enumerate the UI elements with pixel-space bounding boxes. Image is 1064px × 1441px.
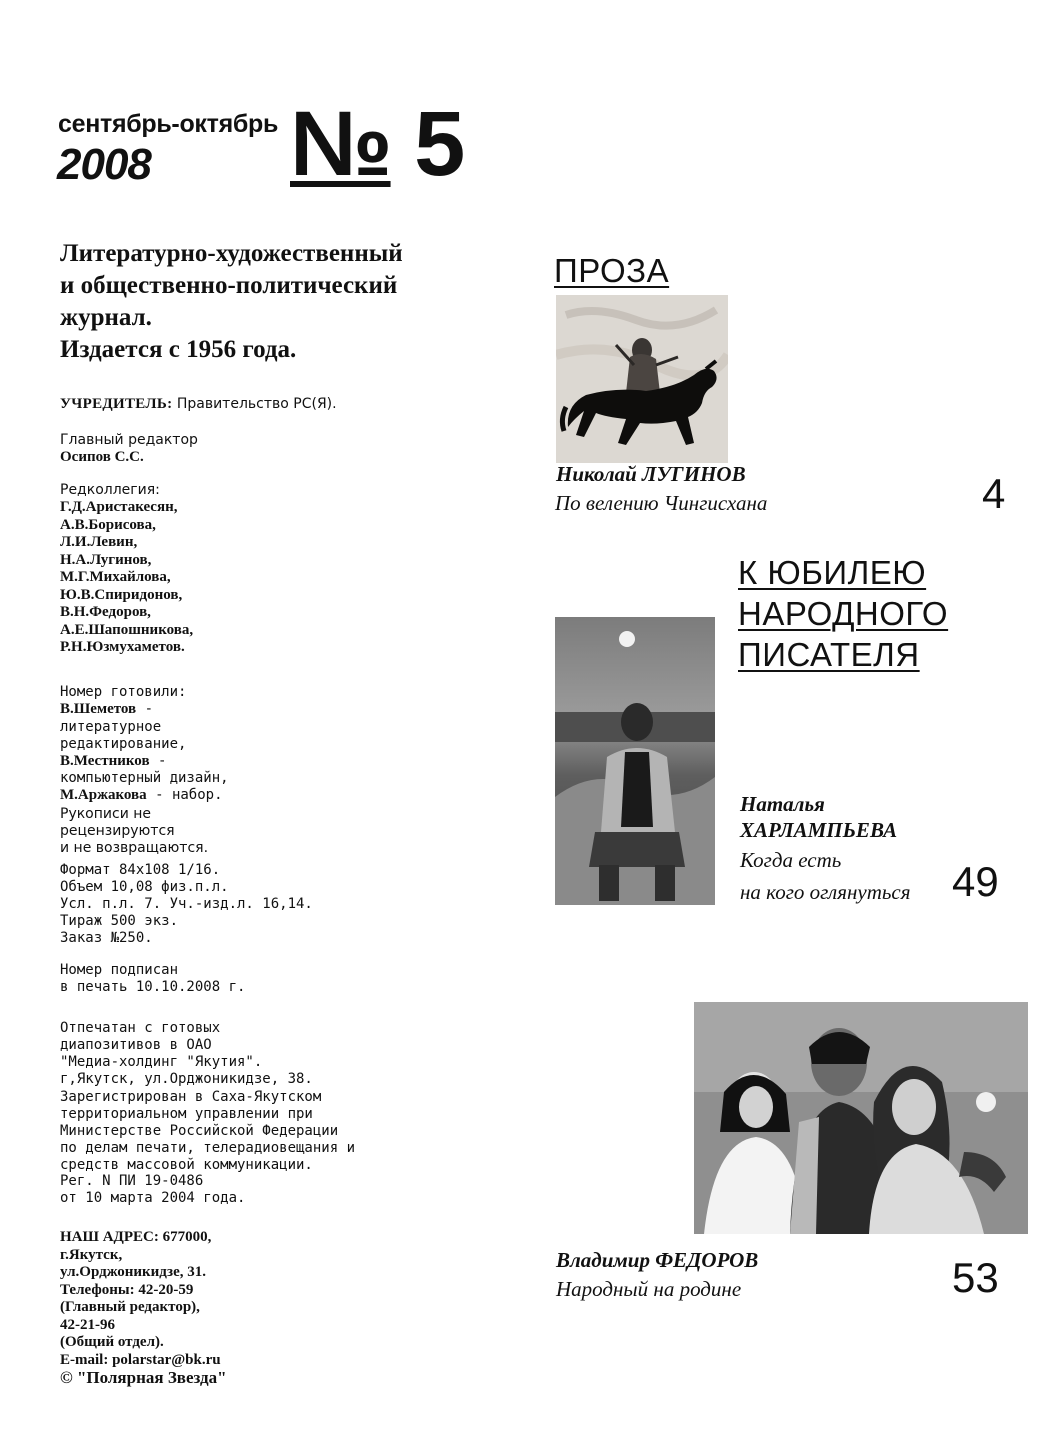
prepared-role: литературное: [60, 718, 162, 735]
jubilee-heading-line: НАРОДНОГО: [738, 595, 949, 632]
founder-value: Правительство РС(Я).: [176, 396, 337, 412]
print-format: [60, 862, 313, 947]
editorial-address: [60, 1229, 227, 1387]
signed-line: Номер подписан: [60, 962, 179, 978]
registered-line: территориальном управлении при: [60, 1106, 313, 1122]
signed-line: в печать 10.10.2008 г.: [60, 979, 246, 995]
prepared-role: набор.: [171, 787, 223, 803]
reg-line: Рег. N ПИ 19-0486: [60, 1173, 204, 1189]
article-title: По велению Чингисхана: [555, 491, 768, 515]
chief-editor-name: Осипов С.С.: [60, 449, 144, 465]
section-heading-prose: ПРОЗА: [554, 252, 670, 289]
address-line: г.Якутск,: [60, 1246, 123, 1263]
issue-number-value: 5: [414, 93, 464, 195]
format-line: Тираж 500 экз.: [60, 913, 179, 929]
board-member: Г.Д.Аристакесян,: [60, 499, 178, 515]
printed-line: г,Якутск, ул.Орджоникидзе, 38.: [60, 1071, 313, 1087]
board-member: Ю.В.Спиридонов,: [60, 586, 183, 603]
manuscripts-line: рецензируются: [60, 823, 175, 839]
editorial-board-label: Редколлегия:: [60, 482, 160, 498]
address-line: 42-21-96: [60, 1316, 115, 1333]
tagline-line: Издается с 1956 года.: [60, 336, 297, 363]
chief-editor-label: Главный редактор: [60, 432, 198, 448]
section-heading-jubilee: [738, 552, 948, 675]
tagline-line: и общественно-политический: [60, 272, 398, 299]
issue-year: 2008: [57, 140, 151, 189]
board-member: В.Н.Федоров,: [60, 604, 151, 620]
format-line: Объем 10,08 физ.п.л.: [60, 879, 229, 895]
prepared-name: В.Шеметов: [60, 701, 137, 717]
board-member: А.Е.Шапошникова,: [60, 621, 194, 638]
founder: [60, 396, 337, 413]
registered-line: средств массовой коммуникации.: [60, 1157, 313, 1173]
magazine-tagline: [60, 238, 480, 366]
article-page-number: 53: [952, 1254, 999, 1301]
copyright: © "Полярная Звезда": [60, 1368, 227, 1387]
registration-note: [60, 1089, 355, 1174]
board-member: Р.Н.Юзмухаметов.: [60, 639, 185, 655]
email-line: E-mail: polarstar@bk.ru: [60, 1351, 221, 1368]
reg-line: от 10 марта 2004 года.: [60, 1190, 246, 1206]
group-photo: [694, 1002, 1028, 1234]
tagline-line: журнал.: [60, 304, 152, 331]
registration-number: [60, 1173, 245, 1207]
article-author: Владимир ФЕДОРОВ: [556, 1248, 759, 1272]
format-line: Заказ №250.: [60, 930, 153, 946]
registered-line: Зарегистрирован в Саха-Якутском: [60, 1089, 322, 1105]
prepared-name: В.Местников: [60, 752, 150, 769]
manuscripts-line: Рукописи не: [60, 806, 152, 822]
article-title: на кого оглянуться: [740, 880, 911, 904]
board-member: Н.А.Лугинов,: [60, 551, 152, 568]
prepared-role: компьютерный дизайн,: [60, 770, 229, 786]
signed-to-print: [60, 962, 245, 996]
number-sign: №: [290, 93, 391, 195]
issue-prepared-by: Номер готовили: В.Шеметов - литературное редактирование, В.Местников - компьютерный дизайн, М.Аржакова - набор.: [60, 684, 290, 805]
horseman-illustration: [556, 295, 728, 463]
format-line: Формат 84x108 1/16.: [60, 862, 221, 878]
article-page-number: 4: [982, 470, 1006, 517]
address-line: ул.Орджоникидзе, 31.: [60, 1264, 206, 1280]
prepared-label: Номер готовили:: [60, 684, 187, 700]
printed-line: диапозитивов в ОАО: [60, 1037, 212, 1053]
manuscripts-line: и не возвращаются.: [60, 840, 209, 856]
address-line: (Общий отдел).: [60, 1334, 164, 1350]
article-title: Народный на родине: [556, 1277, 742, 1301]
issue-months: сентябрь-октябрь: [58, 110, 279, 138]
article-page-number: 49: [952, 858, 999, 905]
tagline-line: Литературно-художественный: [60, 240, 403, 267]
editorial-board-list: [60, 499, 193, 657]
prepared-role: редактирование,: [60, 735, 187, 752]
writer-portrait-photo: [555, 617, 715, 905]
issue-number: [290, 93, 464, 195]
address-line: Телефоны: 42-20-59: [60, 1281, 194, 1298]
editorial-board: [60, 482, 193, 657]
printed-line: "Медиа-холдинг "Якутия".: [60, 1054, 263, 1070]
format-line: Усл. п.л. 7. Уч.-изд.л. 16,14.: [60, 896, 313, 912]
board-member: М.Г.Михайлова,: [60, 569, 171, 585]
printed-line: Отпечатан с готовых: [60, 1020, 221, 1036]
address-line: (Главный редактор),: [60, 1299, 200, 1315]
article-author-first-name: Наталья: [740, 792, 825, 816]
address-line: НАШ АДРЕС: 677000,: [60, 1229, 212, 1245]
registered-line: Министерстве Российской Федерации: [60, 1123, 339, 1139]
founder-label: УЧРЕДИТЕЛЬ:: [60, 396, 173, 412]
chief-editor: [60, 432, 198, 467]
jubilee-heading-line: К ЮБИЛЕЮ: [738, 554, 927, 591]
article-author: Николай ЛУГИНОВ: [556, 462, 746, 486]
manuscripts-note: [60, 806, 208, 857]
registered-line: по делам печати, телерадиовещания и: [60, 1140, 356, 1156]
article-author-last-name: ХАРЛАМПЬЕВА: [740, 818, 898, 842]
board-member: Л.И.Левин,: [60, 534, 138, 550]
board-member: А.В.Борисова,: [60, 516, 156, 533]
article-title: Когда есть: [740, 848, 842, 872]
jubilee-heading-line: ПИСАТЕЛЯ: [738, 636, 920, 673]
printed-by: [60, 1020, 313, 1088]
prepared-name: М.Аржакова: [60, 787, 147, 803]
